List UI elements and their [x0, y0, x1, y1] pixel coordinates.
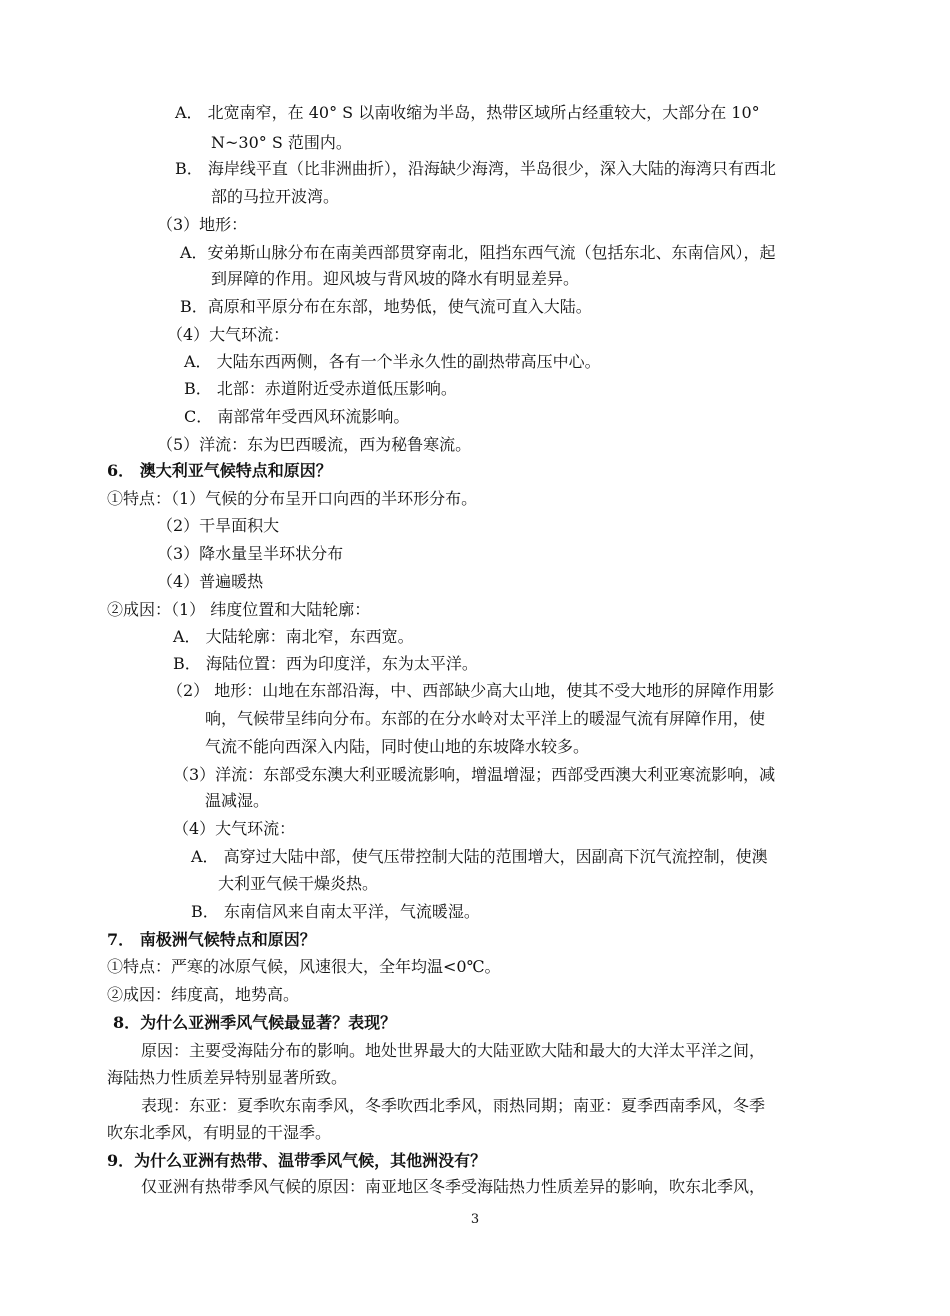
- text-line: B． 海陆位置：西为印度洋，东为太平洋。: [173, 654, 478, 673]
- question-heading: 9．为什么亚洲有热带、温带季风气候，其他洲没有？: [107, 1151, 487, 1170]
- text-line: 海陆热力性质差异特别显著所致。: [107, 1068, 348, 1087]
- text-line: B． 海岸线平直（比非洲曲折），沿海缺少海湾，半岛很少，深入大陆的海湾只有西北: [175, 159, 776, 178]
- text-line: 气流不能向西深入内陆，同时使山地的东坡降水较多。: [205, 737, 590, 756]
- text-line: ②成因：（1） 纬度位置和大陆轮廓：: [107, 600, 371, 619]
- text-line: （4）普遍暖热: [157, 572, 264, 591]
- text-line: ②成因：纬度高，地势高。: [107, 985, 300, 1004]
- text-line: 到屏障的作用。迎风坡与背风坡的降水有明显差异。: [211, 269, 580, 288]
- question-heading: 8．为什么亚洲季风气候最显著？表现？: [113, 1013, 397, 1032]
- text-line: （3）洋流：东部受东澳大利亚暖流影响，增温增湿；西部受西澳大利亚寒流影响，减: [173, 765, 776, 784]
- text-line: （4）大气环流：: [167, 325, 290, 344]
- text-line: A． 大陆东西两侧，各有一个半永久性的副热带高压中心。: [184, 352, 601, 371]
- text-line: （2） 地形：山地在东部沿海，中、西部缺少高大山地，使其不受大地形的屏障作用影: [167, 681, 775, 700]
- text-line: 温减湿。: [205, 791, 270, 810]
- text-line: A． 北宽南窄，在 40° S 以南收缩为半岛，热带区域所占经重较大，大部分在 10°: [175, 103, 760, 122]
- question-heading: 7． 南极洲气候特点和原因？: [107, 930, 316, 949]
- text-line: ①特点：严寒的冰原气候，风速很大，全年均温<0℃。: [107, 957, 501, 976]
- text-line: A． 高穿过大陆中部，使气压带控制大陆的范围增大，因副高下沉气流控制，使澳: [191, 847, 768, 866]
- text-line: B． 东南信风来自南太平洋，气流暖湿。: [191, 902, 480, 921]
- text-line: 表现：东亚：夏季吹东南季风，冬季吹西北季风，雨热同期；南亚：夏季西南季风，冬季: [141, 1096, 766, 1115]
- text-line: 响，气候带呈纬向分布。东部的在分水岭对太平洋上的暖湿气流有屏障作用，使: [205, 709, 766, 728]
- text-line: 部的马拉开波湾。: [211, 187, 340, 206]
- text-line: C． 南部常年受西风环流影响。: [184, 407, 410, 426]
- text-line: N~30° S 范围内。: [211, 133, 352, 152]
- text-line: （3）地形：: [157, 215, 248, 234]
- text-line: 原因：主要受海陆分布的影响。地处世界最大的大陆亚欧大陆和最大的大洋太平洋之间，: [141, 1041, 766, 1060]
- text-line: （4）大气环流：: [173, 819, 296, 838]
- text-line: ①特点：（1）气候的分布呈开口向西的半环形分布。: [107, 489, 478, 508]
- text-line: （3）降水量呈半环状分布: [157, 544, 344, 563]
- text-line: A．安弟斯山脉分布在南美西部贯穿南北，阻挡东西气流（包括东北、东南信风），起: [180, 243, 776, 262]
- text-line: B．高原和平原分布在东部，地势低，使气流可直入大陆。: [180, 297, 592, 316]
- text-line: （5）洋流：东为巴西暖流，西为秘鲁寒流。: [157, 435, 472, 454]
- text-line: 仅亚洲有热带季风气候的原因：南亚地区冬季受海陆热力性质差异的影响，吹东北季风，: [141, 1177, 766, 1196]
- text-line: （2）干旱面积大: [157, 516, 280, 535]
- text-line: 吹东北季风，有明显的干湿季。: [107, 1123, 332, 1142]
- page-number: 3: [470, 1212, 480, 1227]
- text-line: 大利亚气候干燥炎热。: [218, 874, 379, 893]
- text-line: A． 大陆轮廓：南北窄，东西宽。: [173, 627, 414, 646]
- text-line: B． 北部：赤道附近受赤道低压影响。: [184, 379, 457, 398]
- question-heading: 6． 澳大利亚气候特点和原因？: [107, 461, 332, 480]
